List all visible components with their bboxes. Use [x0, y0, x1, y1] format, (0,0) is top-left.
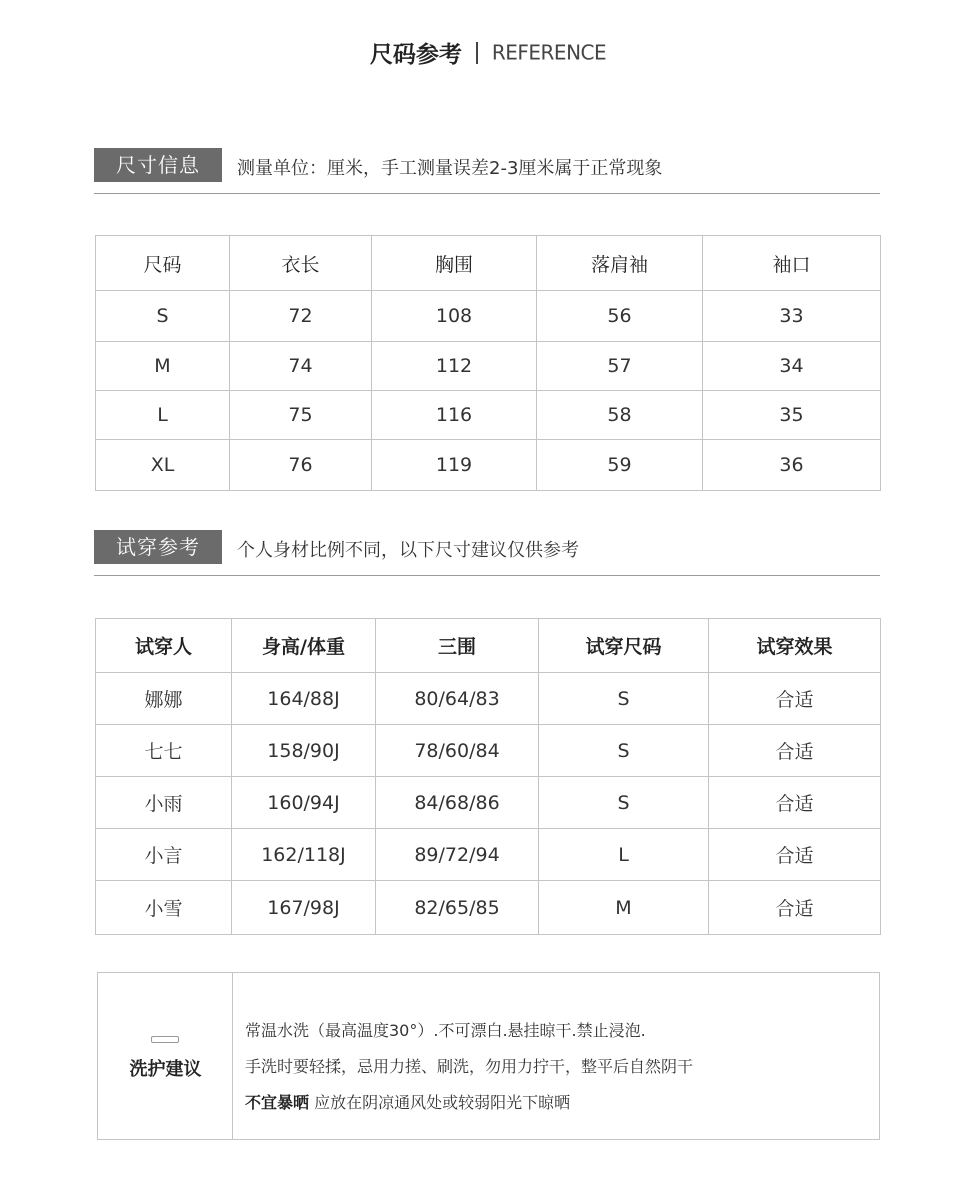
measurements-cell: 80/64/83 — [376, 673, 539, 725]
fit-col-header: 试穿尺码 — [539, 619, 709, 673]
fit-size-cell: S — [539, 725, 709, 777]
size-section-header — [94, 148, 880, 194]
size-col-header: 衣长 — [230, 236, 372, 291]
size-col-header: 落肩袖 — [537, 236, 703, 291]
height-weight-cell: 160/94J — [232, 777, 376, 829]
fit-result-cell: 合适 — [709, 881, 881, 935]
size-cell: XL — [96, 440, 230, 491]
model-name-cell: 小雨 — [96, 777, 232, 829]
sleeve-cell: 56 — [537, 291, 703, 342]
table-row — [96, 291, 881, 342]
care-line-1: 常温水洗（最高温度30°）.不可漂白.悬挂晾干.禁止浸泡. — [245, 1021, 646, 1040]
care-line-2: 手洗时要轻揉，忌用力搓、刷洗，勿用力拧干，整平后自然阴干 — [245, 1057, 694, 1076]
fit-section-header — [94, 530, 880, 576]
measurements-cell: 89/72/94 — [376, 829, 539, 881]
size-col-header: 袖口 — [703, 236, 881, 291]
measurements-cell: 84/68/86 — [376, 777, 539, 829]
fit-size-cell: L — [539, 829, 709, 881]
table-row — [96, 725, 881, 777]
length-cell: 76 — [230, 440, 372, 491]
model-name-cell: 娜娜 — [96, 673, 232, 725]
size-col-header: 尺码 — [96, 236, 230, 291]
size-col-header: 胸围 — [372, 236, 537, 291]
care-line-3-emphasis: 不宜暴晒 — [245, 1093, 310, 1112]
sleeve-cell: 58 — [537, 391, 703, 440]
fit-section-tag: 试穿参考 — [94, 530, 222, 564]
care-label-panel — [98, 973, 233, 1139]
size-section-tag: 尺寸信息 — [94, 148, 222, 182]
height-weight-cell: 162/118J — [232, 829, 376, 881]
care-title: 洗护建议 — [129, 1059, 202, 1080]
height-weight-cell: 167/98J — [232, 881, 376, 935]
table-row — [96, 777, 881, 829]
fit-result-cell: 合适 — [709, 673, 881, 725]
size-cell: S — [96, 291, 230, 342]
fit-table-header-row — [96, 619, 881, 673]
fit-result-cell: 合适 — [709, 725, 881, 777]
fit-section-note: 个人身材比例不同，以下尺寸建议仅供参考 — [237, 540, 579, 561]
bust-cell: 119 — [372, 440, 537, 491]
measurements-cell: 78/60/84 — [376, 725, 539, 777]
length-cell: 72 — [230, 291, 372, 342]
care-line-3-rest: 应放在阴凉通风处或较弱阳光下晾晒 — [309, 1093, 571, 1112]
cuff-cell: 36 — [703, 440, 881, 491]
page-header — [0, 36, 976, 69]
fit-col-header: 身高/体重 — [232, 619, 376, 673]
table-row — [96, 391, 881, 440]
size-table-header-row — [96, 236, 881, 291]
table-row — [96, 829, 881, 881]
height-weight-cell: 164/88J — [232, 673, 376, 725]
measurements-cell: 82/65/85 — [376, 881, 539, 935]
size-cell: M — [96, 342, 230, 391]
table-row — [96, 440, 881, 491]
table-row — [96, 342, 881, 391]
table-row — [96, 881, 881, 935]
model-name-cell: 小雪 — [96, 881, 232, 935]
size-cell: L — [96, 391, 230, 440]
care-marker-icon — [151, 1036, 179, 1043]
cuff-cell: 35 — [703, 391, 881, 440]
cuff-cell: 34 — [703, 342, 881, 391]
model-name-cell: 小言 — [96, 829, 232, 881]
care-line-3 — [245, 1085, 693, 1121]
sleeve-cell: 59 — [537, 440, 703, 491]
fit-size-cell: S — [539, 777, 709, 829]
bust-cell: 116 — [372, 391, 537, 440]
model-name-cell: 七七 — [96, 725, 232, 777]
fit-result-cell: 合适 — [709, 777, 881, 829]
fit-result-cell: 合适 — [709, 829, 881, 881]
header-divider — [476, 42, 478, 64]
care-text — [245, 1013, 693, 1121]
bust-cell: 108 — [372, 291, 537, 342]
sleeve-cell: 57 — [537, 342, 703, 391]
table-row — [96, 673, 881, 725]
care-instructions-box — [97, 972, 880, 1140]
fit-col-header: 试穿人 — [96, 619, 232, 673]
fit-size-cell: S — [539, 673, 709, 725]
header-title-cn: 尺码参考 — [369, 42, 462, 68]
length-cell: 74 — [230, 342, 372, 391]
cuff-cell: 33 — [703, 291, 881, 342]
length-cell: 75 — [230, 391, 372, 440]
size-section-note: 测量单位：厘米，手工测量误差2-3厘米属于正常现象 — [237, 158, 663, 179]
bust-cell: 112 — [372, 342, 537, 391]
fit-col-header: 三围 — [376, 619, 539, 673]
size-table — [95, 235, 881, 491]
height-weight-cell: 158/90J — [232, 725, 376, 777]
fit-col-header: 试穿效果 — [709, 619, 881, 673]
header-title-en: REFERENCE — [491, 40, 607, 65]
fit-table — [95, 618, 881, 935]
fit-size-cell: M — [539, 881, 709, 935]
